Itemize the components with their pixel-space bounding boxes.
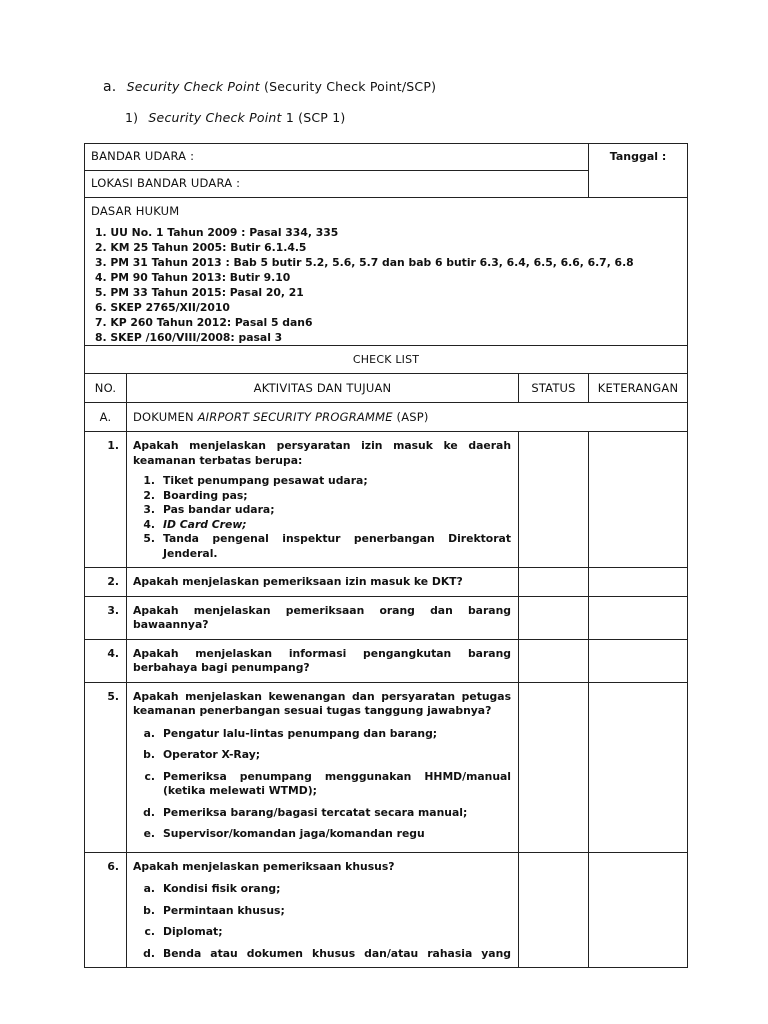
table-row — [85, 596, 688, 639]
dasar-hukum-item: 5. PM 33 Tahun 2015: Pasal 20, 21 — [95, 286, 304, 299]
list-item — [133, 727, 511, 742]
item-text: Pengatur lalu-lintas penumpang dan barang; — [163, 726, 438, 740]
heading-1-title-rest: 1 (SCP 1) — [285, 110, 346, 125]
item-marker: c. — [144, 925, 155, 938]
status-cell[interactable] — [519, 432, 589, 568]
row-no: 6. — [85, 852, 127, 968]
item-text: Operator X-Ray; — [163, 748, 261, 761]
lokasi-field[interactable] — [85, 171, 589, 198]
item-text: Tiket penumpang pesawat udara; — [163, 474, 368, 487]
section-a-suffix: (ASP) — [392, 410, 429, 424]
question-text: Apakah menjelaskan pemeriksaan orang dan barang bawaannya? — [133, 603, 511, 631]
row-activity — [127, 852, 519, 968]
keterangan-cell[interactable] — [589, 852, 688, 968]
row-no: 5. — [85, 682, 127, 852]
table-row — [85, 852, 688, 968]
dasar-hukum-item: 2. KM 25 Tahun 2005: Butir 6.1.4.5 — [95, 241, 307, 254]
section-a-italic: AIRPORT SECURITY PROGRAMME — [197, 410, 393, 424]
row-no: 1. — [85, 432, 127, 568]
item-marker: b. — [143, 748, 155, 761]
col-header-aktivitas: AKTIVITAS DAN TUJUAN — [127, 374, 519, 403]
status-cell[interactable] — [519, 596, 589, 639]
item-marker: 5. — [143, 532, 155, 545]
list-item — [133, 925, 511, 940]
question-text: Apakah menjelaskan persyaratan izin masuk ke daerah keamanan terbatas berupa: — [133, 439, 511, 467]
question-text: Apakah menjelaskan pemeriksaan izin masuk ke DKT? — [133, 575, 463, 588]
item-text: Supervisor/komandan jaga/komandan regu — [163, 827, 425, 840]
col-header-status: STATUS — [519, 374, 589, 403]
row-activity — [127, 682, 519, 852]
heading-a — [103, 79, 436, 95]
sub-list — [133, 474, 511, 561]
status-cell[interactable] — [519, 568, 589, 597]
list-item — [133, 882, 511, 897]
item-text: Benda atau dokumen khusus dan/atau rahasia yang — [163, 946, 511, 960]
item-marker: e. — [143, 827, 155, 840]
list-item — [133, 518, 511, 533]
dasar-hukum-item: 4. PM 90 Tahun 2013: Butir 9.10 — [95, 271, 291, 284]
status-cell[interactable] — [519, 852, 589, 968]
keterangan-cell[interactable] — [589, 596, 688, 639]
row-activity — [127, 596, 519, 639]
list-item — [133, 947, 511, 962]
heading-1-title-italic: Security Check Point — [148, 110, 282, 125]
item-marker: 2. — [143, 488, 155, 502]
col-header-keterangan: KETERANGAN — [589, 374, 688, 403]
item-text: Boarding pas; — [163, 488, 248, 502]
row-activity — [127, 639, 519, 682]
item-marker: d. — [143, 946, 155, 960]
item-marker: 3. — [143, 503, 155, 516]
heading-1 — [125, 110, 345, 125]
column-header-row — [85, 374, 688, 403]
item-marker: c. — [144, 769, 155, 783]
item-marker: 4. — [143, 517, 155, 531]
list-item — [133, 806, 511, 821]
list-item — [133, 770, 511, 799]
sub-list — [133, 727, 511, 842]
dasar-hukum-section — [85, 198, 688, 346]
keterangan-cell[interactable] — [589, 639, 688, 682]
status-cell[interactable] — [519, 682, 589, 852]
table-row — [85, 568, 688, 597]
status-cell[interactable] — [519, 639, 589, 682]
question-text: Apakah menjelaskan kewenangan dan persyaratan petugas keamanan penerbangan sesuai tugas tanggung jawabnya? — [133, 689, 511, 717]
question-text: Apakah menjelaskan informasi pengangkutan barang berbahaya bagi penumpang? — [133, 646, 511, 674]
row-no: 2. — [85, 568, 127, 597]
item-text: Pemeriksa penumpang menggunakan HHMD/manual (ketika melewati WTMD); — [163, 769, 511, 797]
list-item — [133, 748, 511, 763]
item-marker: d. — [143, 805, 155, 819]
item-text: Tanda pengenal inspektur penerbangan Direktorat Jenderal. — [163, 532, 511, 560]
question-text: Apakah menjelaskan pemeriksaan khusus? — [133, 859, 395, 873]
dasar-hukum-item: 7. KP 260 Tahun 2012: Pasal 5 dan6 — [95, 316, 313, 329]
sub-list — [133, 882, 511, 961]
list-item — [133, 489, 511, 504]
heading-1-label: 1) — [125, 110, 139, 125]
check-list-title: CHECK LIST — [85, 346, 688, 374]
row-no: 4. — [85, 639, 127, 682]
checklist-form — [84, 143, 688, 968]
keterangan-cell[interactable] — [589, 432, 688, 568]
lokasi-label: LOKASI BANDAR UDARA : — [91, 176, 241, 190]
table-row — [85, 432, 688, 568]
item-text: Pemeriksa barang/bagasi tercatat secara manual; — [163, 805, 468, 819]
section-a-row — [85, 403, 688, 432]
item-text: ID Card Crew; — [163, 517, 247, 531]
keterangan-cell[interactable] — [589, 682, 688, 852]
item-text: Permintaan khusus; — [163, 903, 285, 917]
tanggal-label: Tanggal : — [609, 150, 667, 163]
list-item — [133, 904, 511, 919]
item-marker: a. — [143, 726, 155, 740]
col-header-no: NO. — [85, 374, 127, 403]
item-text: Pas bandar udara; — [163, 503, 275, 516]
dasar-hukum-item: 8. SKEP /160/VIII/2008: pasal 3 — [95, 331, 283, 344]
dasar-hukum-title: DASAR HUKUM — [91, 204, 180, 218]
list-item — [133, 827, 511, 842]
item-text: Diplomat; — [163, 925, 223, 938]
section-a-title — [127, 403, 688, 432]
table-row — [85, 639, 688, 682]
section-a-no: A. — [85, 403, 127, 432]
item-text: Kondisi fisik orang; — [163, 882, 281, 895]
heading-a-title-italic: Security Check Point — [126, 79, 260, 94]
keterangan-cell[interactable] — [589, 568, 688, 597]
tanggal-field[interactable] — [589, 144, 688, 198]
heading-a-label: a. — [103, 79, 117, 95]
row-activity — [127, 568, 519, 597]
table-row — [85, 682, 688, 852]
list-item — [133, 532, 511, 561]
bandar-udara-label: BANDAR UDARA : — [91, 149, 195, 163]
item-marker: 1. — [143, 474, 155, 487]
dasar-hukum-list — [91, 225, 681, 345]
heading-a-title-rest: (Security Check Point/SCP) — [264, 79, 437, 94]
row-no: 3. — [85, 596, 127, 639]
dasar-hukum-item: 1. UU No. 1 Tahun 2009 : Pasal 334, 335 — [95, 226, 339, 239]
dasar-hukum-item: 3. PM 31 Tahun 2013 : Bab 5 butir 5.2, 5.6, 5.7 dan bab 6 butir 6.3, 6.4, 6.5, 6.6, 6.7, 6.8 — [95, 256, 634, 269]
dasar-hukum-item: 6. SKEP 2765/XII/2010 — [95, 301, 230, 314]
row-activity — [127, 432, 519, 568]
section-a-prefix: DOKUMEN — [133, 410, 198, 424]
item-marker: a. — [143, 882, 155, 895]
item-marker: b. — [143, 903, 155, 917]
list-item — [133, 503, 511, 518]
list-item — [133, 474, 511, 489]
bandar-udara-field[interactable] — [85, 144, 589, 171]
